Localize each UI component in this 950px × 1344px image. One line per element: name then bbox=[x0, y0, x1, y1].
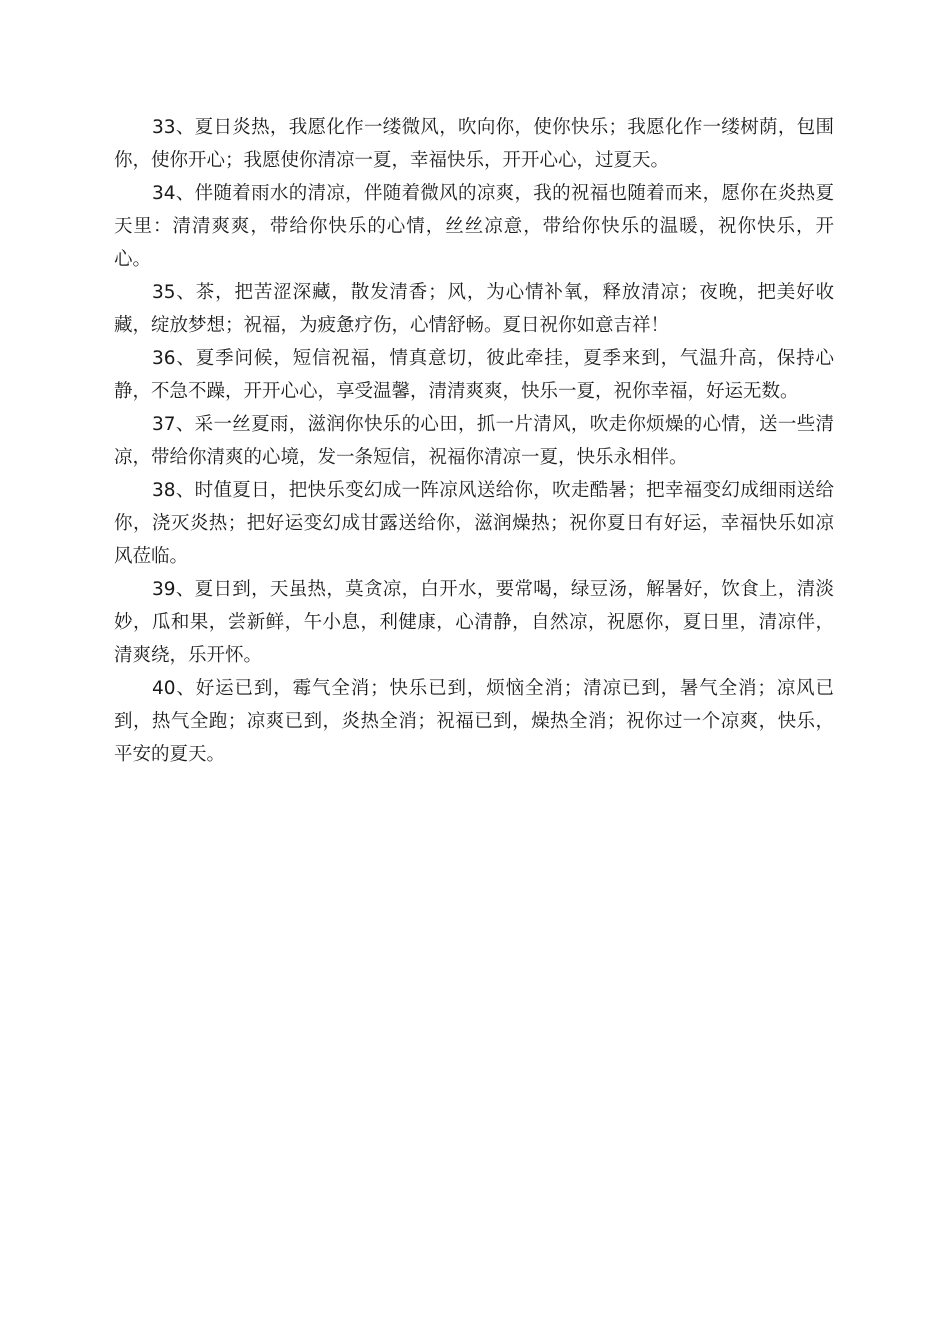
paragraph-36: 36、夏季问候，短信祝福，情真意切，彼此牵挂，夏季来到，气温升高，保持心静，不急不躁，开开心心，享受温馨，清清爽爽，快乐一夏，祝你幸福，好运无数。 bbox=[114, 348, 834, 402]
paragraph-35: 35、茶，把苦涩深藏，散发清香；风，为心情补氧，释放清凉；夜晚，把美好收藏，绽放梦想；祝福，为疲惫疗伤，心情舒畅。夏日祝你如意吉祥！ bbox=[114, 282, 834, 336]
paragraph-40: 40、好运已到，霉气全消；快乐已到，烦恼全消；清凉已到，暑气全消；凉风已到，热气全跑；凉爽已到，炎热全消；祝福已到，燥热全消；祝你过一个凉爽，快乐，平安的夏天。 bbox=[114, 678, 834, 765]
paragraph-34: 34、伴随着雨水的清凉，伴随着微风的凉爽，我的祝福也随着而来，愿你在炎热夏天里：清清爽爽，带给你快乐的心情，丝丝凉意，带给你快乐的温暖，祝你快乐，开心。 bbox=[114, 183, 834, 270]
document-body bbox=[114, 111, 834, 771]
paragraph-38: 38、时值夏日，把快乐变幻成一阵凉风送给你，吹走酷暑；把幸福变幻成细雨送给你，浇灭炎热；把好运变幻成甘露送给你，滋润燥热；祝你夏日有好运，幸福快乐如凉风莅临。 bbox=[114, 480, 834, 567]
paragraph-33: 33、夏日炎热，我愿化作一缕微风，吹向你，使你快乐；我愿化作一缕树荫，包围你，使你开心；我愿使你清凉一夏，幸福快乐，开开心心，过夏天。 bbox=[114, 117, 834, 171]
paragraph-39: 39、夏日到，天虽热，莫贪凉，白开水，要常喝，绿豆汤，解暑好，饮食上，清淡妙，瓜和果，尝新鲜，午小息，利健康，心清静，自然凉，祝愿你，夏日里，清凉伴，清爽绕，乐开怀。 bbox=[114, 579, 834, 666]
paragraph-37: 37、采一丝夏雨，滋润你快乐的心田，抓一片清风，吹走你烦燥的心情，送一些清凉，带给你清爽的心境，发一条短信，祝福你清凉一夏，快乐永相伴。 bbox=[114, 414, 834, 468]
